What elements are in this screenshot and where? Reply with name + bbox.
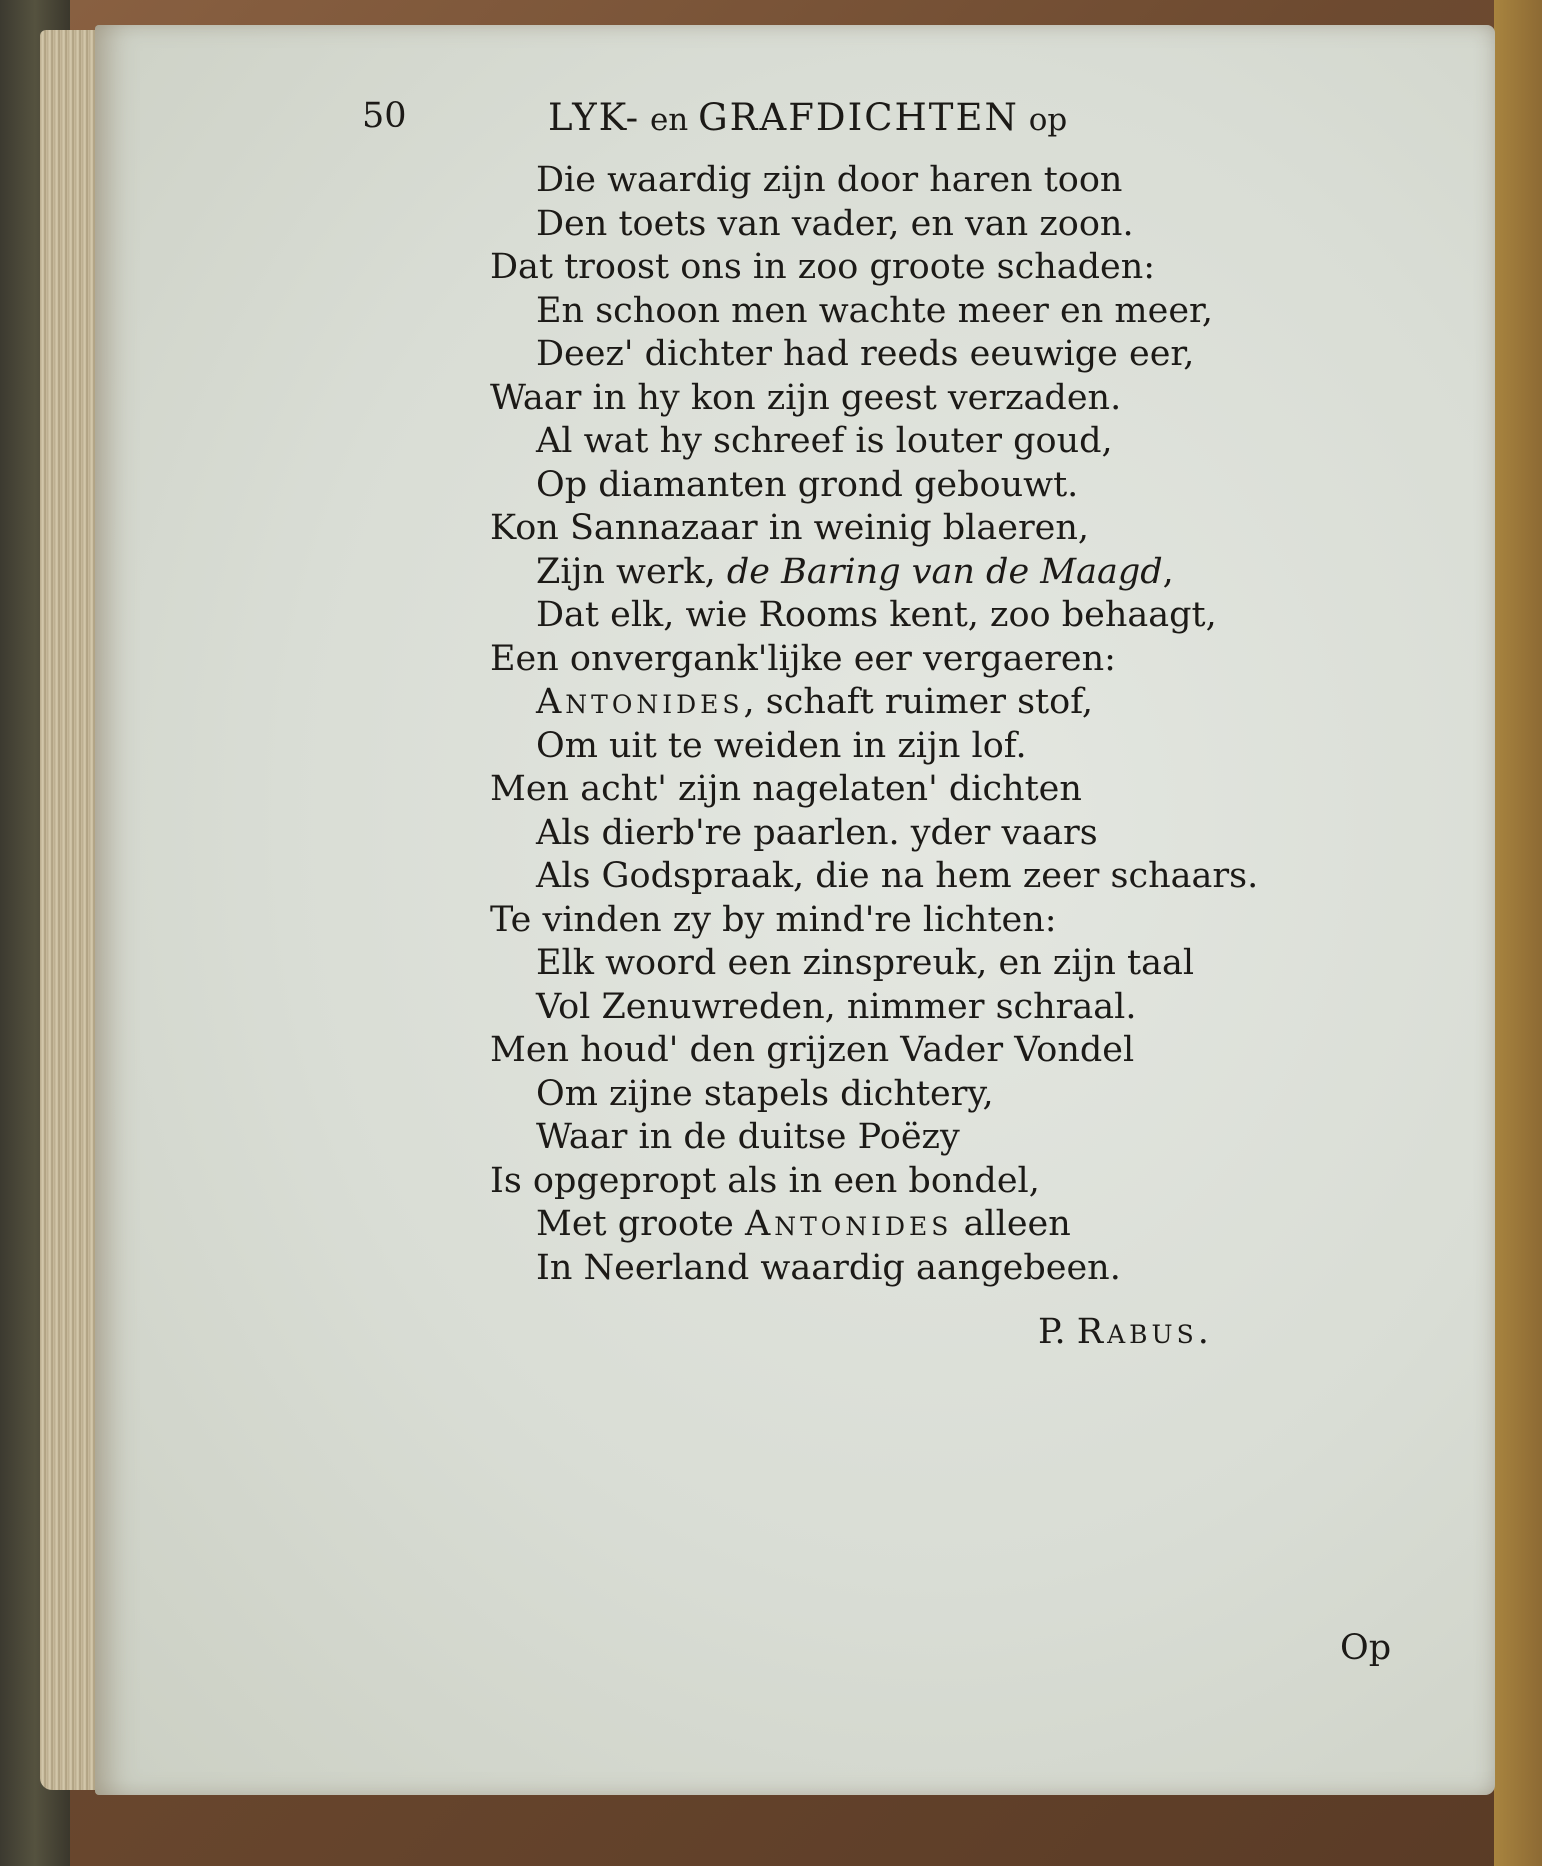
signature-initial: P. [1038, 1312, 1077, 1352]
poem-line-name: Antonides [536, 682, 744, 722]
poem-line: Op diamanten grond gebouwt. [536, 464, 1079, 505]
poem-line: Men houd' den grijzen Vader Vondel [490, 1030, 1135, 1070]
poem-line: Dat troost ons in zoo groote schaden: [490, 247, 1156, 287]
poem-line: Den toets van vader, en van zoon. [536, 203, 1134, 244]
poem-line-text: Zijn werk, [536, 551, 727, 592]
poem-line: Men acht' zijn nagelaten' dichten [490, 769, 1082, 809]
running-head [548, 96, 1067, 139]
facing-page-edge [1494, 0, 1542, 1866]
poem-line-text: Met groote [536, 1204, 745, 1244]
poem-line: Elk woord een zinspreuk, en zijn taal [536, 943, 1195, 983]
poem-line: Waar in hy kon zijn geest verzaden. [490, 377, 1122, 418]
poem-line [490, 1204, 1258, 1248]
poem-line: Als dierb're paarlen. yder vaars [536, 812, 1098, 853]
poem-line-italic-title: de Baring van de Maagd [726, 551, 1163, 592]
poem-line: Als Godspraak, die na hem zeer schaars. [536, 856, 1259, 896]
running-head-part1: LYK- [548, 96, 641, 139]
poem-line: Kon Sannazaar in weinig blaeren, [490, 508, 1090, 548]
poem-line [490, 552, 1258, 596]
poem-line: In Neerland waardig aangebeen. [536, 1247, 1121, 1288]
poem-line: Dat elk, wie Rooms kent, zoo behaagt, [536, 595, 1217, 635]
poem-line: Om uit te weiden in zijn lof. [536, 725, 1027, 766]
poem-line: En schoon men wachte meer en meer, [536, 290, 1214, 331]
poem-line [490, 682, 1258, 726]
poem-line: Die waardig zijn door haren toon [536, 160, 1123, 200]
poem-line: Al wat hy schreef is louter goud, [536, 421, 1113, 461]
poem-line-text: alleen [952, 1204, 1071, 1244]
poem-line: Vol Zenuwreden, nimmer schraal. [536, 986, 1137, 1027]
poem-line: Waar in de duitse Poëzy [536, 1117, 960, 1157]
poem-line: Is opgepropt als in een bondel, [490, 1160, 1040, 1201]
running-head-part3: GRAFDICHTEN [698, 96, 1019, 139]
signature-surname: Rabus. [1076, 1312, 1213, 1352]
signature [1038, 1312, 1213, 1352]
running-head-part2: en [640, 102, 699, 138]
poem-line-text: , schaft ruimer stof, [743, 682, 1094, 722]
running-head-part4: op [1018, 102, 1068, 138]
page-number: 50 [362, 96, 407, 136]
poem-line: Deez' dichter had reeds eeuwige eer, [536, 334, 1195, 374]
poem-line: Om zijne stapels dichtery, [536, 1073, 994, 1114]
catchword: Op [1340, 1628, 1392, 1668]
poem-line: Te vinden zy by mind're lichten: [490, 899, 1057, 940]
poem-line-text: , [1162, 551, 1174, 592]
poem-line-name: Antonides [744, 1204, 953, 1244]
poem-body [490, 160, 1258, 1291]
poem-line: Een onvergank'lijke eer vergaeren: [490, 638, 1116, 679]
